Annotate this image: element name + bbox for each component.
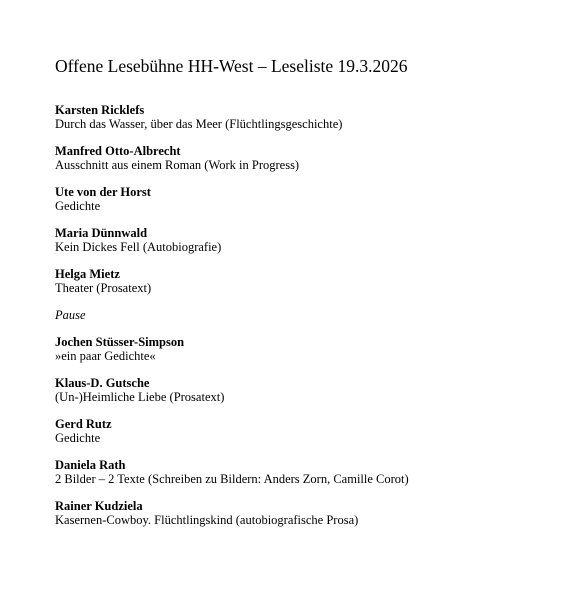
list-item: [55, 144, 563, 172]
list-item: [55, 417, 563, 445]
list-item: [55, 335, 563, 363]
reader-name: Ute von der Horst: [55, 185, 151, 199]
reader-name: Maria Dünnwald: [55, 226, 148, 240]
reading-title: Ausschnitt aus einem Roman (Work in Progress): [55, 158, 300, 172]
list-item: [55, 267, 563, 295]
reader-name: Gerd Rutz: [55, 417, 112, 431]
reader-name: Rainer Kudziela: [55, 499, 143, 513]
page-title: Offene Lesebühne HH-West – Leseliste 19.3.2026: [55, 56, 408, 76]
reading-title: 2 Bilder – 2 Texte (Schreiben zu Bildern: Anders Zorn, Camille Corot): [55, 472, 409, 486]
reader-name: Klaus-D. Gutsche: [55, 376, 150, 390]
reading-title: Theater (Prosatext): [55, 281, 152, 295]
list-item: [55, 185, 563, 213]
reader-name: Helga Mietz: [55, 267, 120, 281]
reading-title: Gedichte: [55, 431, 101, 445]
reader-name: Jochen Stüsser-Simpson: [55, 335, 185, 349]
reading-title: Durch das Wasser, über das Meer (Flüchtlingsgeschichte): [55, 117, 343, 131]
pause-label: Pause: [55, 308, 86, 322]
list-item: [55, 226, 563, 254]
reading-title: (Un-)Heimliche Liebe (Prosatext): [55, 390, 225, 404]
list-item: [55, 103, 563, 131]
reader-name: Daniela Rath: [55, 458, 126, 472]
reading-title: »ein paar Gedichte«: [55, 349, 156, 363]
list-item: [55, 376, 563, 404]
list-item: [55, 499, 563, 527]
reader-name: Manfred Otto-Albrecht: [55, 144, 181, 158]
reading-title: Kasernen-Cowboy. Flüchtlingskind (autobiografische Prosa): [55, 513, 359, 527]
reading-title: Kein Dickes Fell (Autobiografie): [55, 240, 222, 254]
reading-title: Gedichte: [55, 199, 101, 213]
list-item: [55, 458, 563, 486]
reader-name: Karsten Ricklefs: [55, 103, 145, 117]
